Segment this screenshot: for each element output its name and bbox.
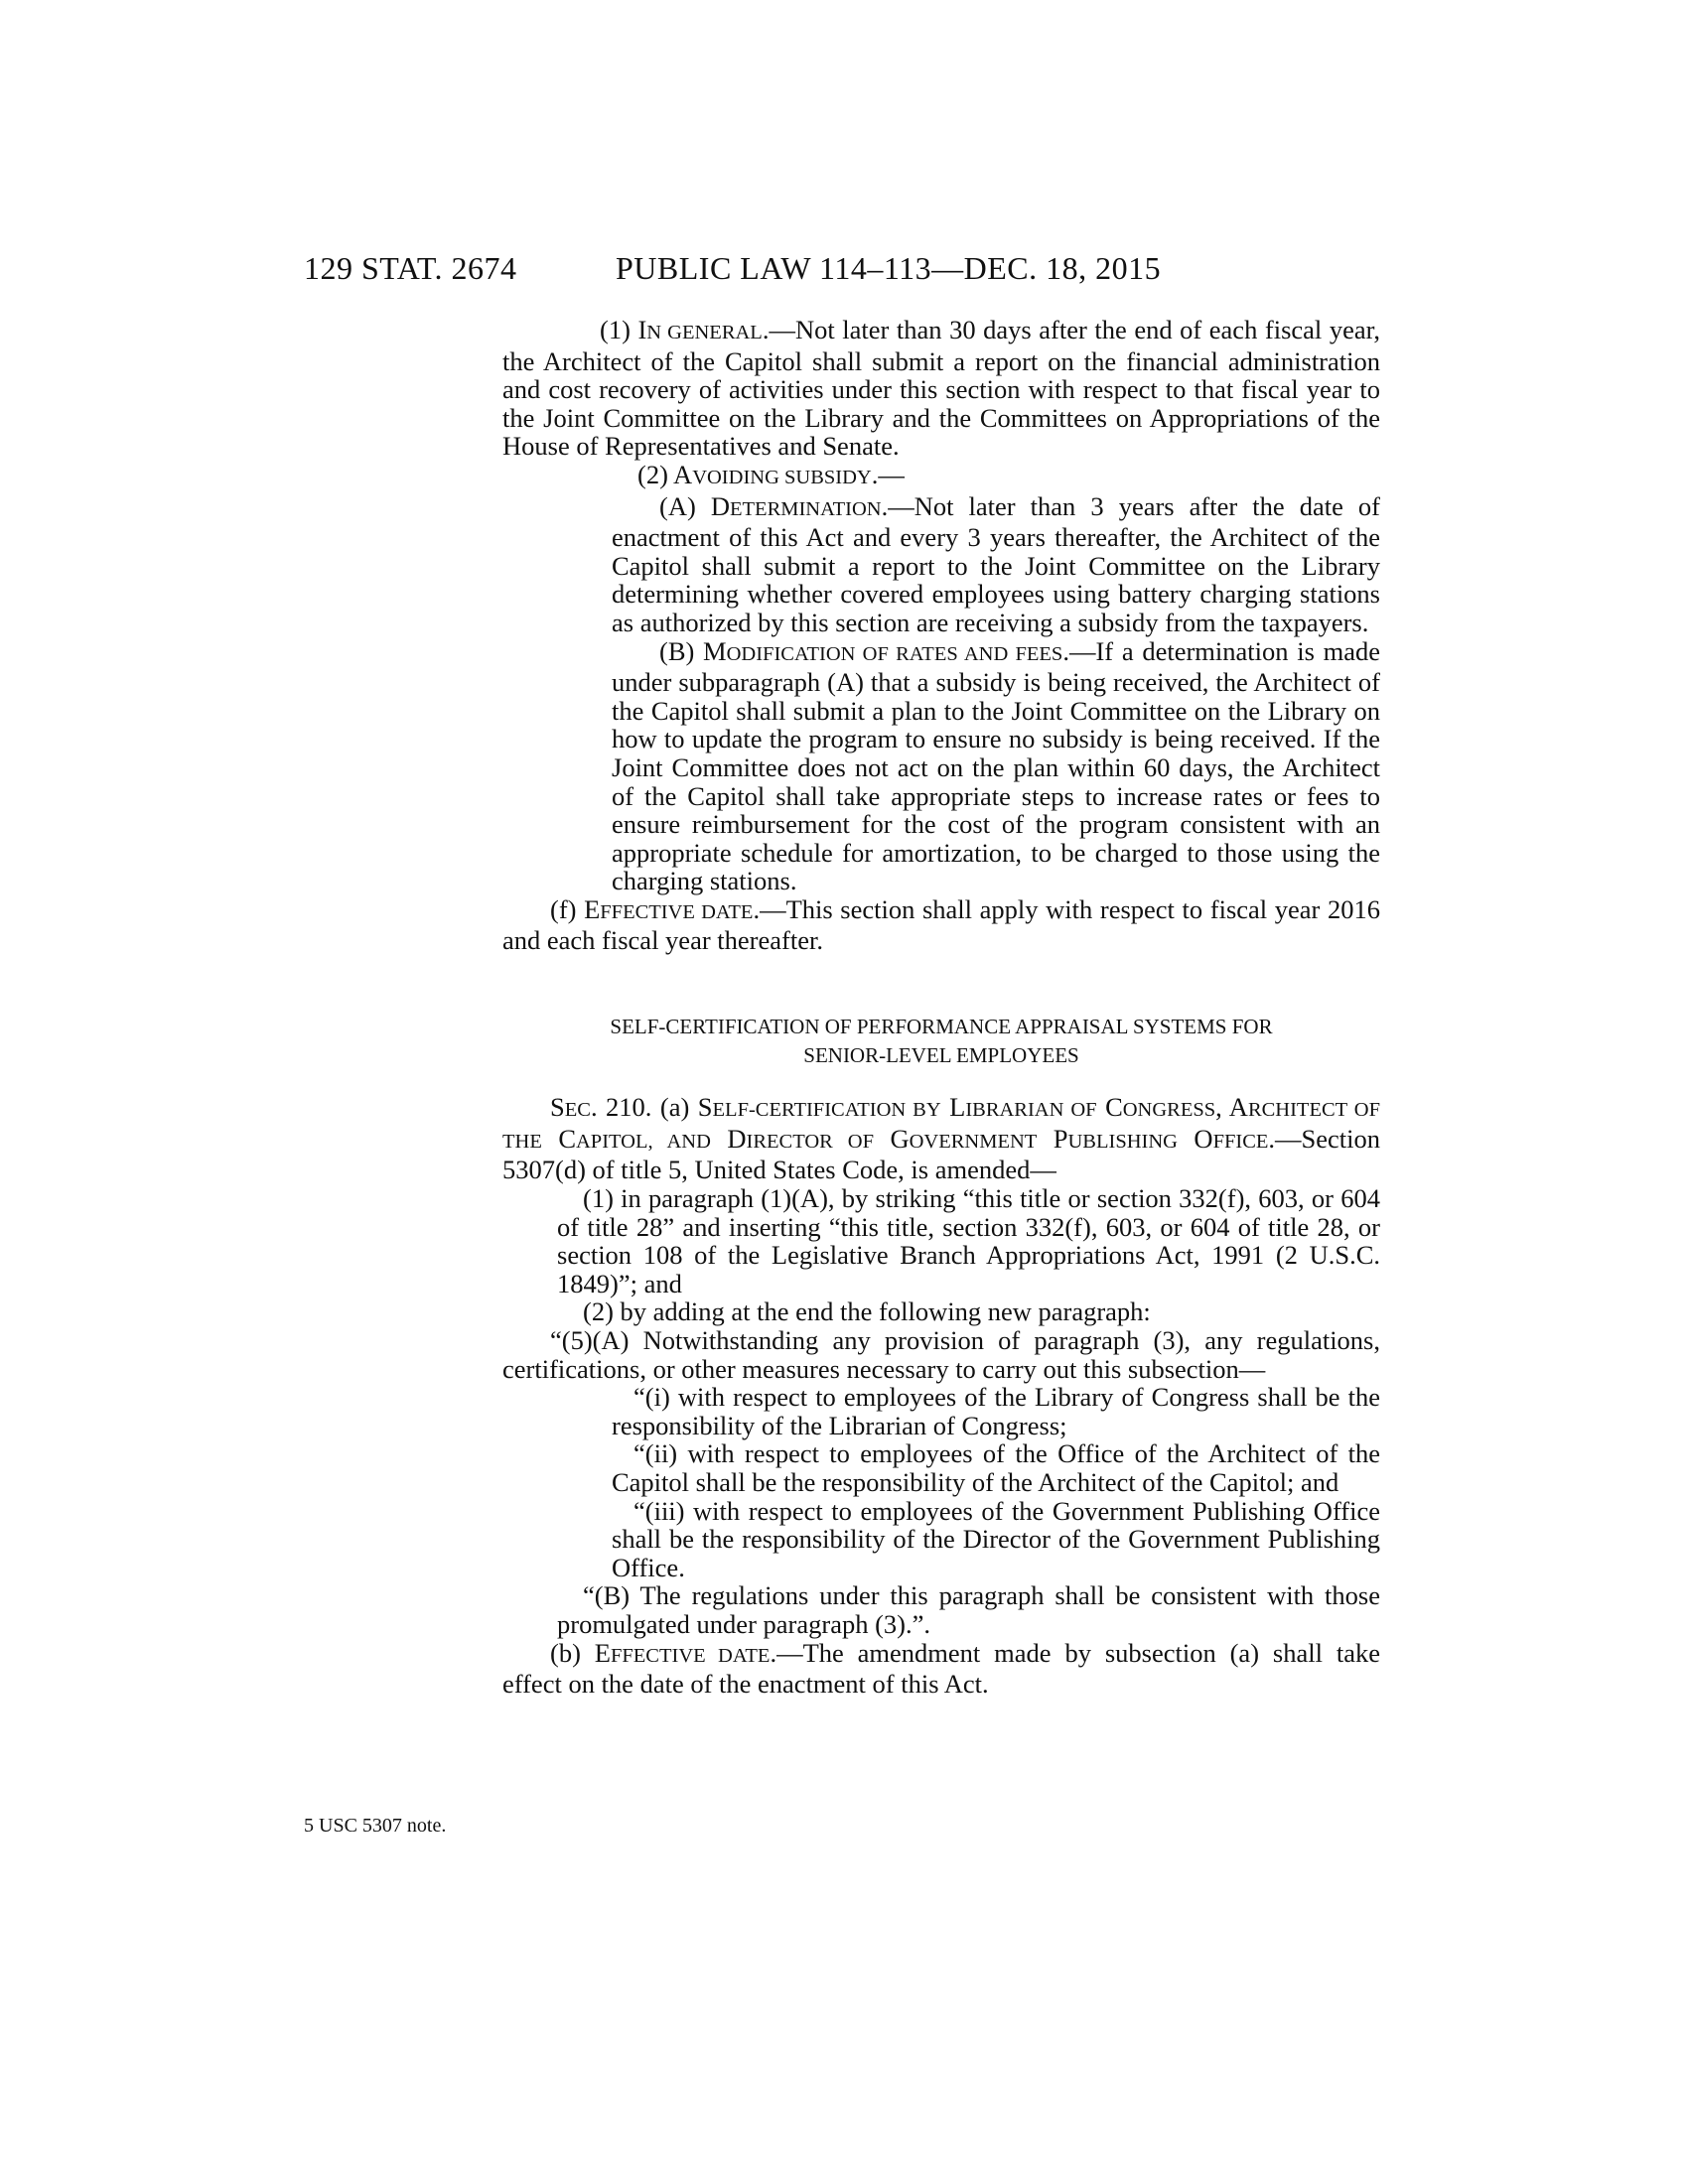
amendment-item-2: (2) by adding at the end the following new paragraph: — [583, 1297, 1151, 1327]
section-heading-line-1: SELF-CERTIFICATION OF PERFORMANCE APPRAISAL SYSTEMS FOR — [610, 1015, 1273, 1039]
section-heading — [502, 1013, 1380, 1069]
paragraph-1-in-general: (1) IN GENERAL.—Not later than 30 days after the end of each fiscal year, the Architect of the Capitol shall submit a report on the financial administration and cost recovery of activities under this section with respect to that fiscal year to the Joint Committee on the Library and the Committees on Appropriations of the House of Representatives and Senate. — [502, 315, 1380, 462]
page-title: PUBLIC LAW 114–113—DEC. 18, 2015 — [616, 250, 1162, 286]
amendment-item-1: (1) in paragraph (1)(A), by striking “this title or section 332(f), 603, or 604 of title 28” and inserting “this title, section 332(f), 603, or 604 of title 28, or section 108 of the Legislative Branch Appropriations Act, 1991 (2 U.S.C. 1849)”; and — [557, 1183, 1380, 1298]
subsection-b-effective-date: (b) EFFECTIVE DATE.—The amendment made by subsection (a) shall take effect on the date of the enactment of this Act. — [502, 1637, 1380, 1700]
margin-note: 5 USC 5307 note. — [304, 1815, 447, 1837]
paragraph-2-avoiding-subsidy: (2) AVOIDING SUBSIDY.— — [637, 459, 905, 489]
text-column — [502, 316, 1380, 1699]
quoted-clause-iii: “(iii) with respect to employees of the Government Publishing Office shall be the responsibility of the Director of the Government Publishing Office. — [612, 1495, 1380, 1582]
subparagraph-b-modification: (B) MODIFICATION OF RATES AND FEES.—If a determination is made under subparagraph (A) that a subsidy is being received, the Architect of the Capitol shall submit a plan to the Joint Committee on the Library on how to update the program to ensure no subsidy is being received. If the Joint Committee does not act on the plan within 60 days, the Architect of the Capitol shall take appropriate steps to increase rates or fees to ensure reimbursement for the cost of the program consistent with an appropriate schedule for amortization, to be charged to those using the charging stations. — [612, 635, 1381, 896]
section-210-intro: SEC. 210. (a) SELF-CERTIFICATION BY LIBRARIAN OF CONGRESS, ARCHITECT OF THE CAPITOL, AND DIRECTOR OF GOVERNMENT PUBLISHING OFFICE.—Section 5307(d) of title 5, United States Code, is amended— — [502, 1092, 1381, 1185]
quoted-subparagraph-b: “(B) The regulations under this paragraph shall be consistent with those promulgated under paragraph (3).”. — [557, 1580, 1380, 1639]
quoted-paragraph-5a: “(5)(A) Notwithstanding any provision of paragraph (3), any regulations, certifications, or other measures necessary to carry out this subsection— — [502, 1325, 1380, 1384]
quoted-clause-i: “(i) with respect to employees of the Library of Congress shall be the responsibility of the Librarian of Congress; — [612, 1382, 1380, 1440]
subparagraph-a-determination: (A) DETERMINATION.—Not later than 3 years after the date of enactment of this Act and every 3 years thereafter, the Architect of the Capitol shall submit a report to the Joint Committee on the Library determining whether covered employees using battery charging stations as authorized by this section are receiving a subsidy from the taxpayers. — [612, 490, 1380, 637]
page-reference: 129 STAT. 2674 — [304, 250, 517, 286]
subsection-f-effective-date: (f) EFFECTIVE DATE.—This section shall apply with respect to fiscal year 2016 and each fiscal year thereafter. — [502, 893, 1380, 956]
quoted-clause-ii: “(ii) with respect to employees of the Office of the Architect of the Capitol shall be the responsibility of the Architect of the Capitol; and — [612, 1438, 1380, 1497]
section-heading-line-2: SENIOR-LEVEL EMPLOYEES — [803, 1042, 1079, 1067]
